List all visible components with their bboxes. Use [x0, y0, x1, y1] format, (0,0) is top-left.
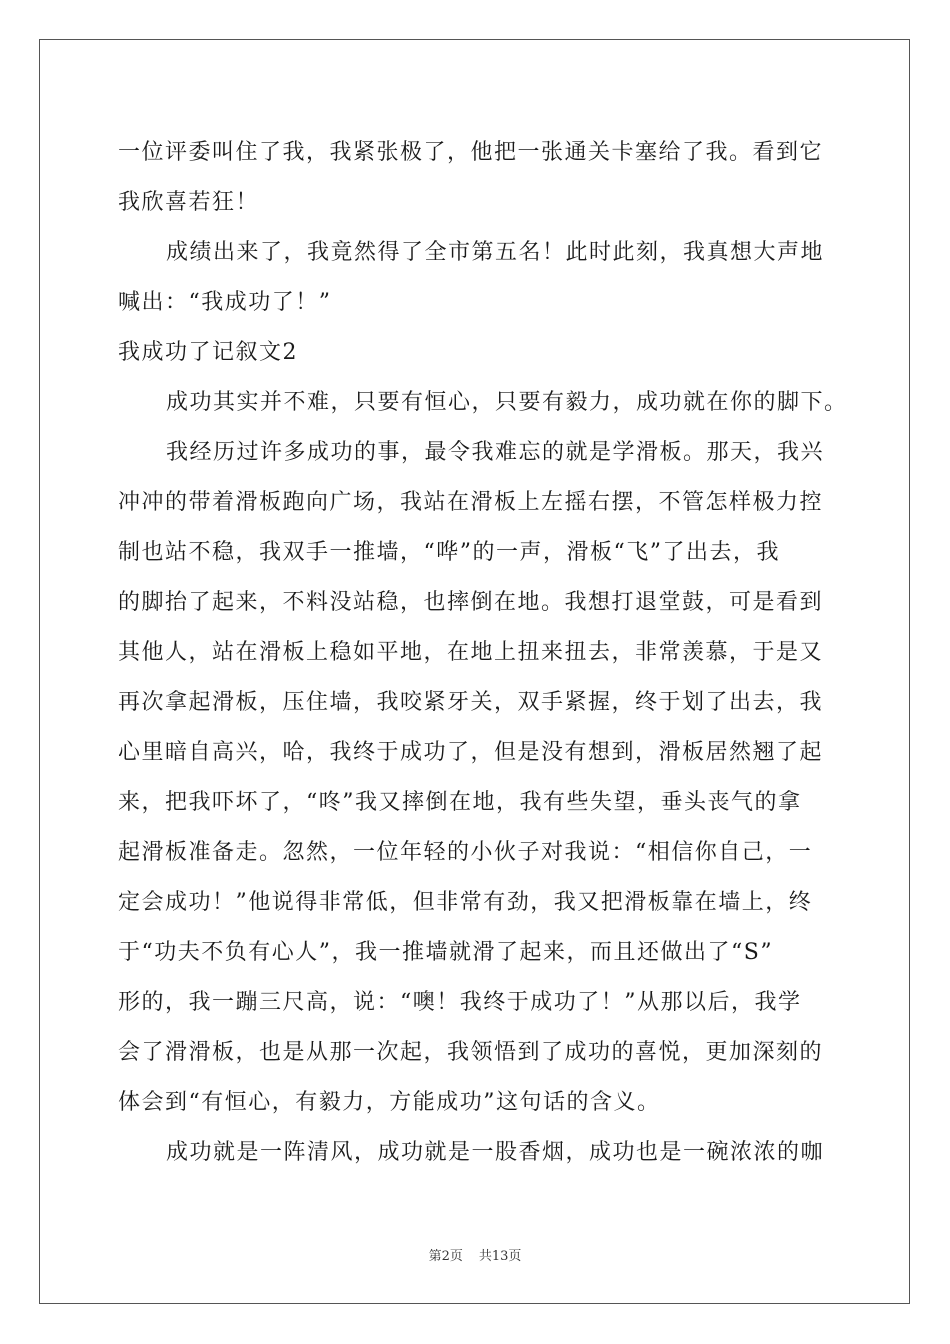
text-line: 冲冲的带着滑板跑向广场，我站在滑板上左摇右摆，不管怎样极力控 [118, 490, 824, 515]
text-line: 心里暗自高兴，哈，我终于成功了，但是没有想到，滑板居然翘了起 [118, 740, 824, 765]
text-line: 制也站不稳，我双手一推墙，“哗”的一声，滑板“飞”了出去，我 [118, 540, 780, 565]
text-line: 定会成功！”他说得非常低，但非常有劲，我又把滑板靠在墙上，终 [118, 890, 813, 915]
text-line: 喊出：“我成功了！” [118, 290, 332, 315]
page-total: 共13页 [478, 1249, 522, 1264]
text-line: 其他人，站在滑板上稳如平地，在地上扭来扭去，非常羡慕，于是又 [118, 640, 824, 665]
text-line: 来，把我吓坏了，“咚”我又摔倒在地，我有些失望，垂头丧气的拿 [118, 790, 802, 815]
text-line: 起滑板准备走。忽然，一位年轻的小伙子对我说：“相信你自己，一 [118, 840, 813, 865]
text-line: 我欣喜若狂！ [118, 190, 260, 215]
text-line: 会了滑滑板，也是从那一次起，我领悟到了成功的喜悦，更加深刻的 [118, 1040, 824, 1065]
text-line: 的脚抬了起来，不料没站稳，也摔倒在地。我想打退堂鼓，可是看到 [118, 590, 824, 615]
page-footer [0, 1245, 950, 1264]
text-line: 形的，我一蹦三尺高，说：“噢！我终于成功了！”从那以后，我学 [118, 990, 802, 1015]
text-line: 一位评委叫住了我，我紧张极了，他把一张通关卡塞给了我。看到它 [118, 140, 824, 165]
paragraph-first-line: 成功其实并不难，只要有恒心，只要有毅力，成功就在你的脚下。 [166, 390, 848, 415]
paragraph-first-line: 我经历过许多成功的事，最令我难忘的就是学滑板。那天，我兴 [166, 440, 825, 465]
text-line: 再次拿起滑板，压住墙，我咬紧牙关，双手紧握，终于划了出去，我 [118, 690, 824, 715]
page-number: 第2页 [428, 1249, 463, 1264]
paragraph-first-line: 成绩出来了，我竟然得了全市第五名！此时此刻，我真想大声地 [166, 240, 825, 265]
section-heading: 我成功了记叙文2 [118, 340, 298, 365]
document-body [118, 128, 848, 1178]
paragraph-first-line: 成功就是一阵清风，成功就是一股香烟，成功也是一碗浓浓的咖 [166, 1140, 825, 1165]
text-line: 于“功夫不负有心人”，我一推墙就滑了起来，而且还做出了“S” [118, 940, 774, 965]
text-line: 体会到“有恒心，有毅力，方能成功”这句话的含义。 [118, 1090, 661, 1115]
